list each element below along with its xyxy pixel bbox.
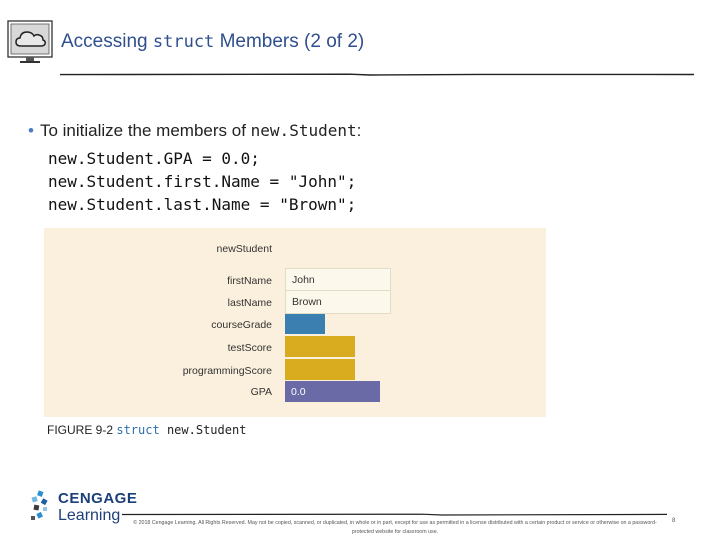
struct-figure xyxy=(44,228,546,417)
bullet-suffix: : xyxy=(356,121,362,140)
member-label: GPA xyxy=(250,386,272,398)
member-value-box xyxy=(285,381,380,402)
bullet-item xyxy=(28,121,361,141)
title-text-post: Members (2 of 2) xyxy=(214,31,365,52)
bullet-dot: • xyxy=(28,121,34,140)
caption-prefix: FIGURE 9-2 xyxy=(47,423,117,437)
member-value: John xyxy=(292,274,315,286)
member-value-box xyxy=(285,359,355,380)
logo-wordmark-bottom: Learning xyxy=(58,507,121,524)
caption-code-name: new.Student xyxy=(159,423,247,437)
copyright-notice: © 2018 Cengage Learning. All Rights Reserved. May not be copied, scanned, or duplicated, in whole or in part, except for use as permitted in a license distributed with a certain product or service or otherwise on a password-protected website for classroom use. xyxy=(133,520,657,535)
page-title xyxy=(61,31,364,53)
bullet-code: new.Student xyxy=(250,121,357,140)
member-label: firstName xyxy=(227,275,272,287)
bullet-text: To initialize the members of xyxy=(39,121,251,140)
member-value-box xyxy=(285,336,355,357)
title-divider xyxy=(60,73,694,76)
title-text-pre: Accessing xyxy=(61,31,153,52)
member-label: programmingScore xyxy=(182,365,272,377)
code-line: new.Student.GPA = 0.0; xyxy=(48,149,260,168)
member-label: testScore xyxy=(227,342,272,354)
figure-caption xyxy=(47,423,246,437)
footer-divider xyxy=(122,513,667,516)
cengage-logo-icon xyxy=(28,489,56,525)
code-line: new.Student.last.Name = "Brown"; xyxy=(48,195,357,214)
struct-name-label: newStudent xyxy=(216,243,272,255)
member-value: Brown xyxy=(292,296,322,308)
member-value-box xyxy=(285,268,391,292)
member-value-box xyxy=(285,290,391,314)
title-code: struct xyxy=(152,32,215,52)
logo-wordmark-top: CENGAGE xyxy=(58,490,138,507)
member-label: lastName xyxy=(227,297,272,309)
member-value-box xyxy=(285,314,325,334)
member-label: courseGrade xyxy=(211,319,272,331)
caption-code-struct: struct xyxy=(116,423,160,437)
page-number: 8 xyxy=(672,518,676,524)
member-value: 0.0 xyxy=(291,385,306,398)
cloud-monitor-icon xyxy=(6,18,54,66)
code-line: new.Student.first.Name = "John"; xyxy=(48,172,357,191)
